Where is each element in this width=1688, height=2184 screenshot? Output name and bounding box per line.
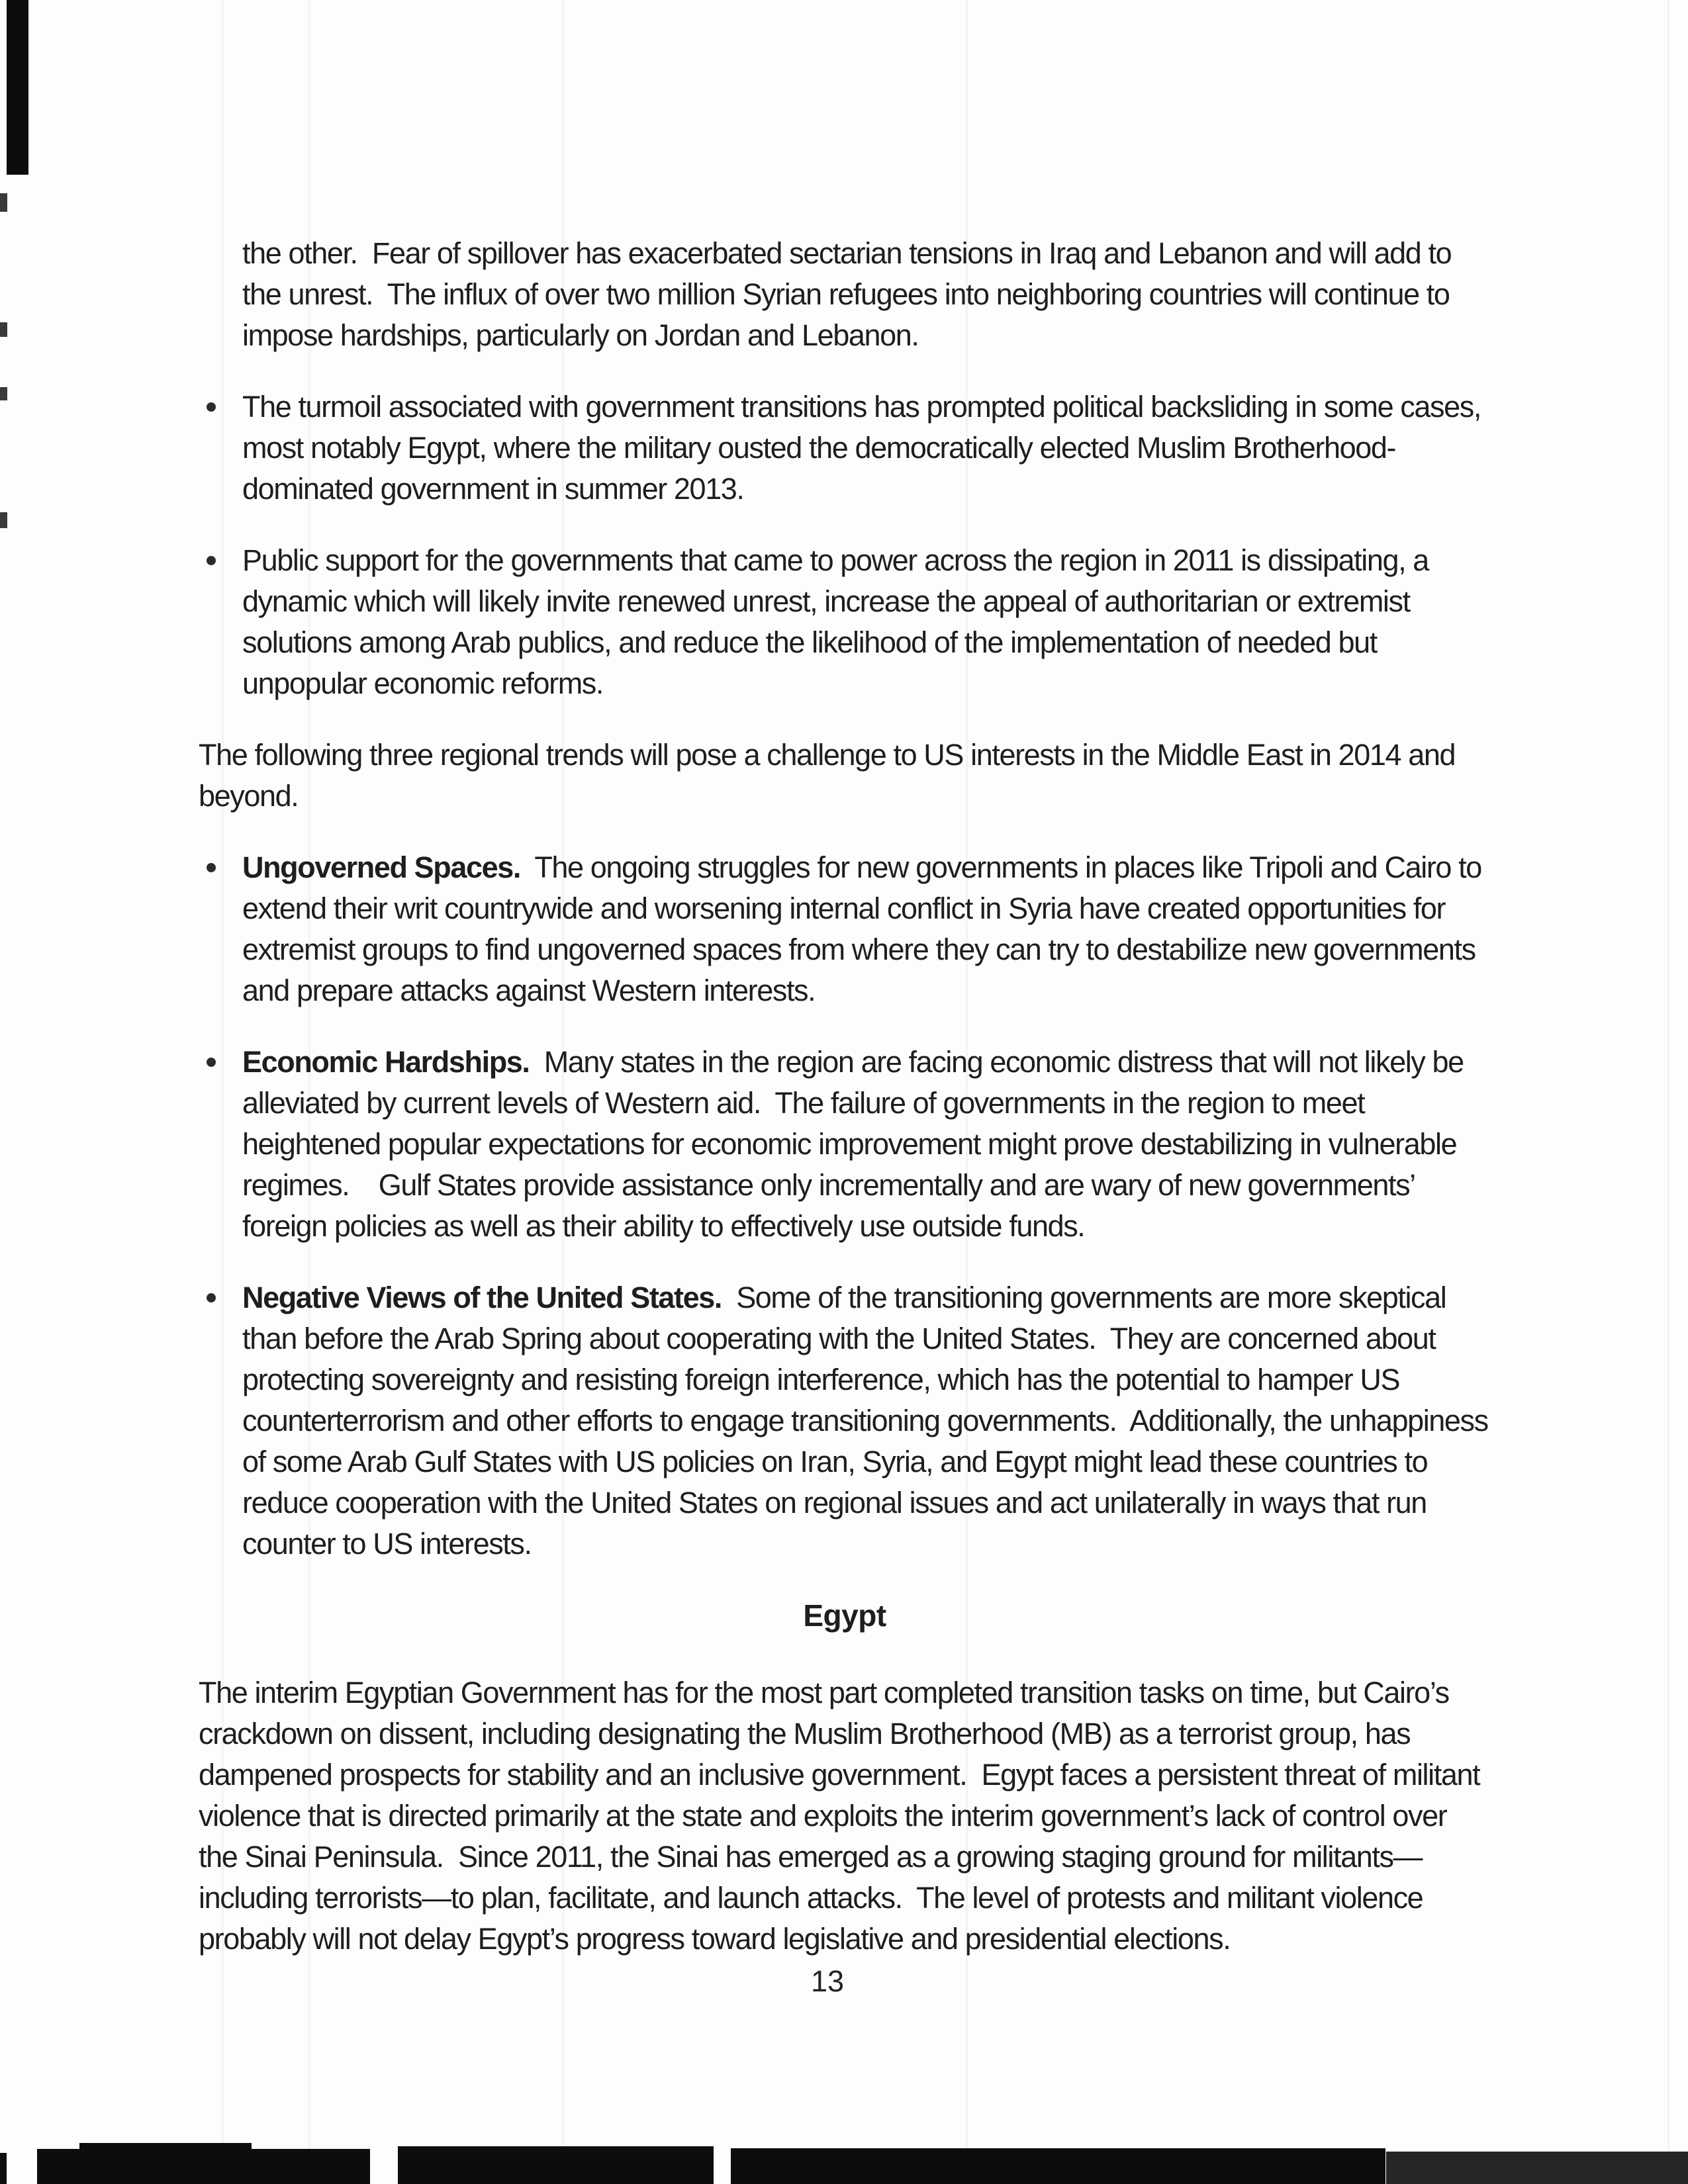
bullet-item-ungoverned-spaces (199, 847, 1491, 1011)
scan-artifact-edge-tick (0, 322, 7, 337)
bullet-item-turmoil (199, 387, 1491, 510)
bullet-item-public-support (199, 540, 1491, 704)
page-content (199, 233, 1495, 1990)
bullet-item-economic-hardships (199, 1042, 1491, 1247)
bullet-item-negative-views (199, 1277, 1495, 1565)
scan-artifact-bottom-band (731, 2148, 1385, 2184)
bullet-text: Some of the transitioning governments are more skeptical than before the Arab Spring about cooperating with the United States. They are concerned about protecting sovereignty and resisting foreign interference, which has the potential to hamper US counterterrorism and other efforts to engage transitioning governments. Additionally, the unhappiness of some Arab Gulf States with US policies on Iran, Syria, and Egypt might lead these countries to reduce cooperation with the United States on regional issues and act unilaterally in ways that run counter to US interests. (242, 1281, 1495, 1561)
bullet-dot-icon (207, 863, 216, 872)
paragraph-continuation: the other. Fear of spillover has exacerbated sectarian tensions in Iraq and Lebanon and will add to the unrest. The influx of over two million Syrian refugees into neighboring countries will continue to impose hardships, particularly on Jordan and Lebanon. (242, 236, 1459, 352)
scan-artifact-bottom-band (79, 2143, 252, 2151)
bullet-dot-icon (207, 556, 216, 565)
paragraph-egypt: The interim Egyptian Government has for the most part completed transition tasks on time, but Cairo’s crackdown on dissent, including designating the Muslim Brotherhood (MB) as a terrorist group, has dampened prospects for stability and an inclusive government. Egypt faces a persistent threat of militant violence that is directed primarily at the state and exploits the interim government’s lack of control over the Sinai Peninsula. Since 2011, the Sinai has emerged as a growing staging ground for militants—including terrorists—to plan, facilitate, and launch attacks. The level of protests and militant violence probably will not delay Egypt’s progress toward legislative and presidential elections. (199, 1676, 1487, 1956)
scan-artifact-bottom-band (0, 2153, 7, 2184)
scan-artifact-edge-tick (0, 193, 7, 212)
bullet-text: The ongoing struggles for new governments in places like Tripoli and Cairo to extend their writ countrywide and worsening internal conflict in Syria have created opportunities for extremist groups to find ungoverned spaces from where they can try to destabilize new governments and prepare attacks against Western interests. (242, 850, 1489, 1007)
bullet-text: Public support for the governments that came to power across the region in 2011 is dissipating, a dynamic which will likely invite renewed unrest, increase the appeal of authoritarian or extremist solutions among Arab publics, and reduce the likelihood of the implementation of needed but unpopular economic reforms. (242, 543, 1436, 700)
bullet-text: The turmoil associated with government transitions has prompted political backsliding in some cases, most notably Egypt, where the military ousted the democratically elected Muslim Brotherhood-dominated government in summer 2013. (242, 390, 1489, 506)
paragraph-transition: The following three regional trends will pose a challenge to US interests in the Middle East in 2014 and beyond. (199, 738, 1463, 813)
page-number: 13 (810, 1964, 845, 1998)
scan-streak (1667, 0, 1669, 2184)
bullet-label: Ungoverned Spaces. (242, 850, 520, 884)
bullet-text: Many states in the region are facing economic distress that will not likely be alleviated by current levels of Western aid. The failure of governments in the region to meet heightened popular expectations for economic improvement might prove destabilizing in vulnerable regimes. Gulf States provide assistance only incrementally and are wary of new governments’ foreign policies as well as their ability to effectively use outside funds. (242, 1045, 1471, 1243)
scan-artifact-top-left-bar (7, 0, 28, 175)
bullet-dot-icon (207, 402, 216, 412)
bullet-dot-icon (207, 1293, 216, 1302)
scan-artifact-edge-tick (0, 512, 7, 528)
scan-artifact-bottom-band (37, 2149, 370, 2184)
scan-artifact-edge-tick (0, 387, 7, 400)
bullet-label: Economic Hardships. (242, 1045, 530, 1079)
scan-artifact-bottom-band (1386, 2152, 1688, 2184)
section-heading-egypt: Egypt (803, 1598, 886, 1633)
scan-artifact-bottom-band (398, 2146, 714, 2184)
bullet-label: Negative Views of the United States. (242, 1281, 722, 1314)
bullet-dot-icon (207, 1058, 216, 1067)
